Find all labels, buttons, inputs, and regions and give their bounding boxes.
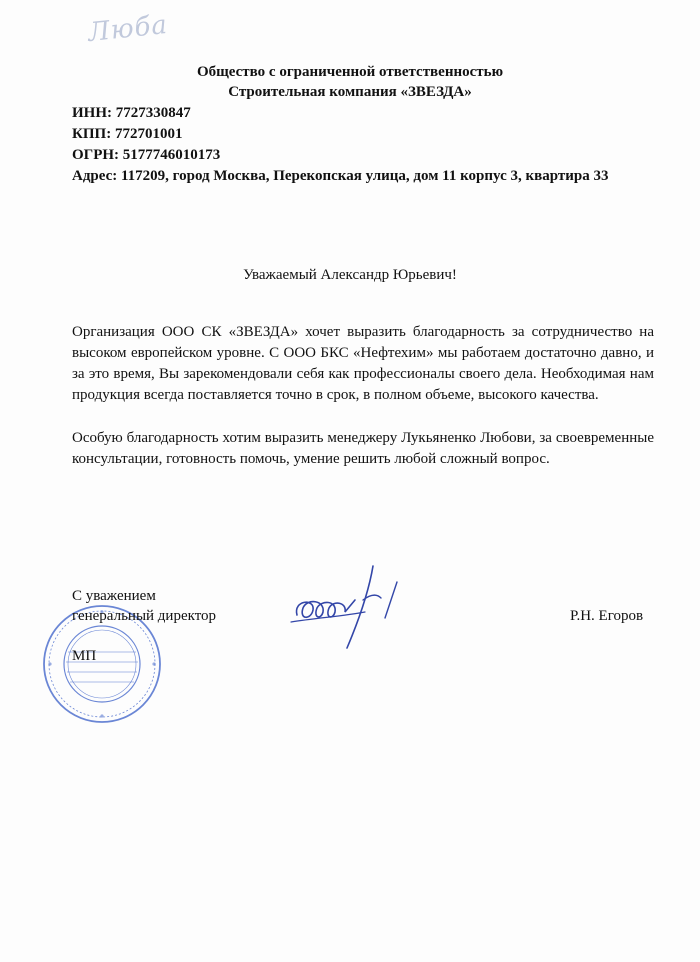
kpp-line: КПП: 772701001 — [72, 126, 183, 142]
company-legal-form: Общество с ограниченной ответственностью — [196, 64, 504, 80]
body-paragraph-2: Особую благодарность хотим выразить менеджеру Лукьяненко Любови, за своевременные консультации, готовность помочь, умение решить любой сложный вопрос. — [72, 430, 654, 467]
signatory-name: Р.Н. Егоров — [570, 608, 644, 624]
ogrn-line: ОГРН: 5177746010173 — [72, 147, 221, 163]
signatory-position: генеральный директор — [72, 608, 217, 624]
letterhead — [0, 62, 700, 102]
closing-phrase: С уважением — [72, 588, 156, 604]
body-paragraph-1: Организация ООО СК «ЗВЕЗДА» хочет выразить благодарность за сотрудничество на высоком европейском уровне. С ООО БКС «Нефтехим» мы работаем достаточно давно, и за это время, Вы зарекомендовали себя как профессионалы своего дела. Необходимая нам продукция всегда поставляется точно в срок, в полном объеме, высокого качества. — [72, 324, 654, 403]
seal-place-mark: МП — [72, 648, 97, 664]
address-line: Адрес: 117209, город Москва, Перекопская улица, дом 11 корпус 3, квартира 33 — [72, 168, 609, 184]
greeting: Уважаемый Александр Юрьевич! — [243, 267, 457, 283]
company-name: Строительная компания «ЗВЕЗДА» — [228, 84, 472, 100]
handwritten-note: Люба — [86, 9, 170, 49]
inn-line: ИНН: 7727330847 — [72, 105, 191, 121]
director-signature — [285, 560, 415, 655]
